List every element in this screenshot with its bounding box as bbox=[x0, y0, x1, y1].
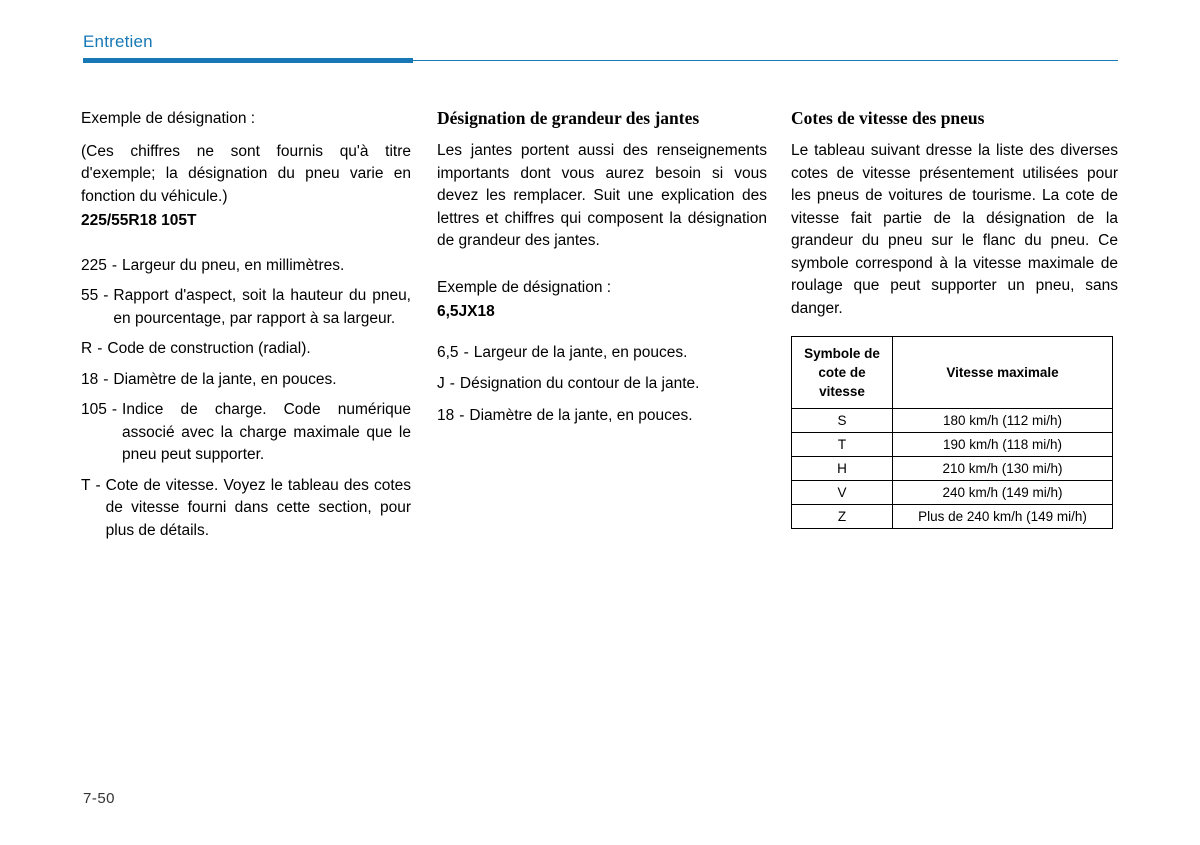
table-row bbox=[792, 481, 1113, 505]
table-row bbox=[792, 505, 1113, 529]
cell-symbol: H bbox=[792, 457, 893, 481]
header-rule-line bbox=[413, 60, 1118, 61]
cell-symbol: V bbox=[792, 481, 893, 505]
description: Diamètre de la jante, en pouces. bbox=[113, 370, 337, 388]
section-heading-wheel: Désignation de grandeur des jantes bbox=[437, 108, 700, 128]
list-item bbox=[81, 399, 411, 467]
list-item bbox=[437, 373, 767, 396]
description: Cote de vitesse. Voyez le tableau des cotes de vitesse fourni dans cette section, pour plus de détails. bbox=[105, 476, 411, 539]
speed-rating-table bbox=[791, 336, 1113, 529]
tire-example-note: (Ces chiffres ne sont fournis qu'à titre d'exemple; la désignation du pneu varie en fonction du véhicule.) bbox=[81, 142, 411, 205]
list-item bbox=[81, 285, 411, 330]
list-item bbox=[81, 369, 411, 392]
table-header-row bbox=[792, 337, 1113, 409]
list-item bbox=[81, 338, 411, 361]
column-tire-designation bbox=[81, 108, 411, 550]
page-header bbox=[83, 32, 1118, 62]
cell-symbol: T bbox=[792, 433, 893, 457]
table-row bbox=[792, 433, 1113, 457]
dash: - bbox=[449, 375, 455, 392]
list-item bbox=[81, 475, 411, 543]
cell-speed: 240 km/h (149 mi/h) bbox=[893, 481, 1113, 505]
description: Indice de charge. Code numérique associé avec la charge maximale que le pneu peut supporter. bbox=[122, 401, 411, 463]
wheel-designation-code: 6,5JX18 bbox=[437, 303, 495, 320]
tire-example-label: Exemple de désignation : bbox=[81, 110, 256, 127]
term: R bbox=[81, 340, 93, 357]
list-item bbox=[81, 255, 411, 278]
wheel-paragraph: Les jantes portent aussi des renseignements importants dont vous aurez besoin si vous devez les remplacer. Suit une explication des lettres et chiffres qui composent la désignation de grandeur des jantes. bbox=[437, 142, 767, 249]
description: Rapport d'aspect, soit la hauteur du pneu, en pourcentage, par rapport à sa largeur. bbox=[113, 287, 411, 327]
cell-speed: 180 km/h (112 mi/h) bbox=[893, 409, 1113, 433]
cell-speed: 210 km/h (130 mi/h) bbox=[893, 457, 1113, 481]
term: 225 bbox=[81, 256, 107, 274]
term: J bbox=[437, 375, 445, 392]
wheel-example-label: Exemple de désignation : bbox=[437, 278, 612, 296]
tire-designation-list bbox=[81, 255, 411, 543]
cell-symbol: Z bbox=[792, 505, 893, 529]
term: 18 bbox=[437, 406, 455, 424]
cell-speed: Plus de 240 km/h (149 mi/h) bbox=[893, 505, 1113, 529]
table-row bbox=[792, 409, 1113, 433]
page-title: Entretien bbox=[83, 32, 153, 51]
dash: - bbox=[95, 476, 101, 494]
description: Largeur de la jante, en pouces. bbox=[473, 343, 688, 361]
dash: - bbox=[111, 401, 118, 418]
cell-speed: 190 km/h (118 mi/h) bbox=[893, 433, 1113, 457]
column-wheel-designation bbox=[437, 108, 767, 436]
column-speed-ratings bbox=[791, 108, 1118, 529]
cell-symbol: S bbox=[792, 409, 893, 433]
section-heading-speed: Cotes de vitesse des pneus bbox=[791, 108, 985, 128]
tire-designation-code: 225/55R18 105T bbox=[81, 212, 197, 229]
list-item bbox=[437, 342, 767, 365]
term: 105 bbox=[81, 401, 107, 418]
page-number: 7-50 bbox=[83, 790, 116, 807]
term: T bbox=[81, 476, 91, 494]
term: 6,5 bbox=[437, 343, 459, 361]
list-item bbox=[437, 405, 767, 428]
table-row bbox=[792, 457, 1113, 481]
description: Code de construction (radial). bbox=[107, 340, 311, 357]
header-rule-accent bbox=[83, 58, 413, 63]
dash: - bbox=[103, 370, 109, 388]
dash: - bbox=[97, 340, 103, 357]
term: 18 bbox=[81, 370, 99, 388]
description: Désignation du contour de la jante. bbox=[459, 375, 700, 392]
dash: - bbox=[111, 256, 118, 274]
description: Largeur du pneu, en millimètres. bbox=[122, 256, 345, 274]
speed-paragraph: Le tableau suivant dresse la liste des diverses cotes de vitesse présentement utilisées pour les pneus de voitures de tourisme. La cote de vitesse fait partie de la désignation de la grandeur du pneu sur le flanc du pneu. Ce symbole correspond à la vitesse maximale de roulage que peut supporter un pneu, sans danger. bbox=[791, 142, 1118, 317]
description: Diamètre de la jante, en pouces. bbox=[469, 406, 693, 424]
term: 55 bbox=[81, 287, 99, 304]
dash: - bbox=[463, 343, 469, 361]
column-header-max-speed: Vitesse maximale bbox=[893, 337, 1113, 409]
wheel-designation-list bbox=[437, 342, 767, 428]
column-header-symbol: Symbole de cote de vitesse bbox=[792, 337, 893, 409]
dash: - bbox=[459, 406, 465, 424]
dash: - bbox=[103, 287, 109, 304]
